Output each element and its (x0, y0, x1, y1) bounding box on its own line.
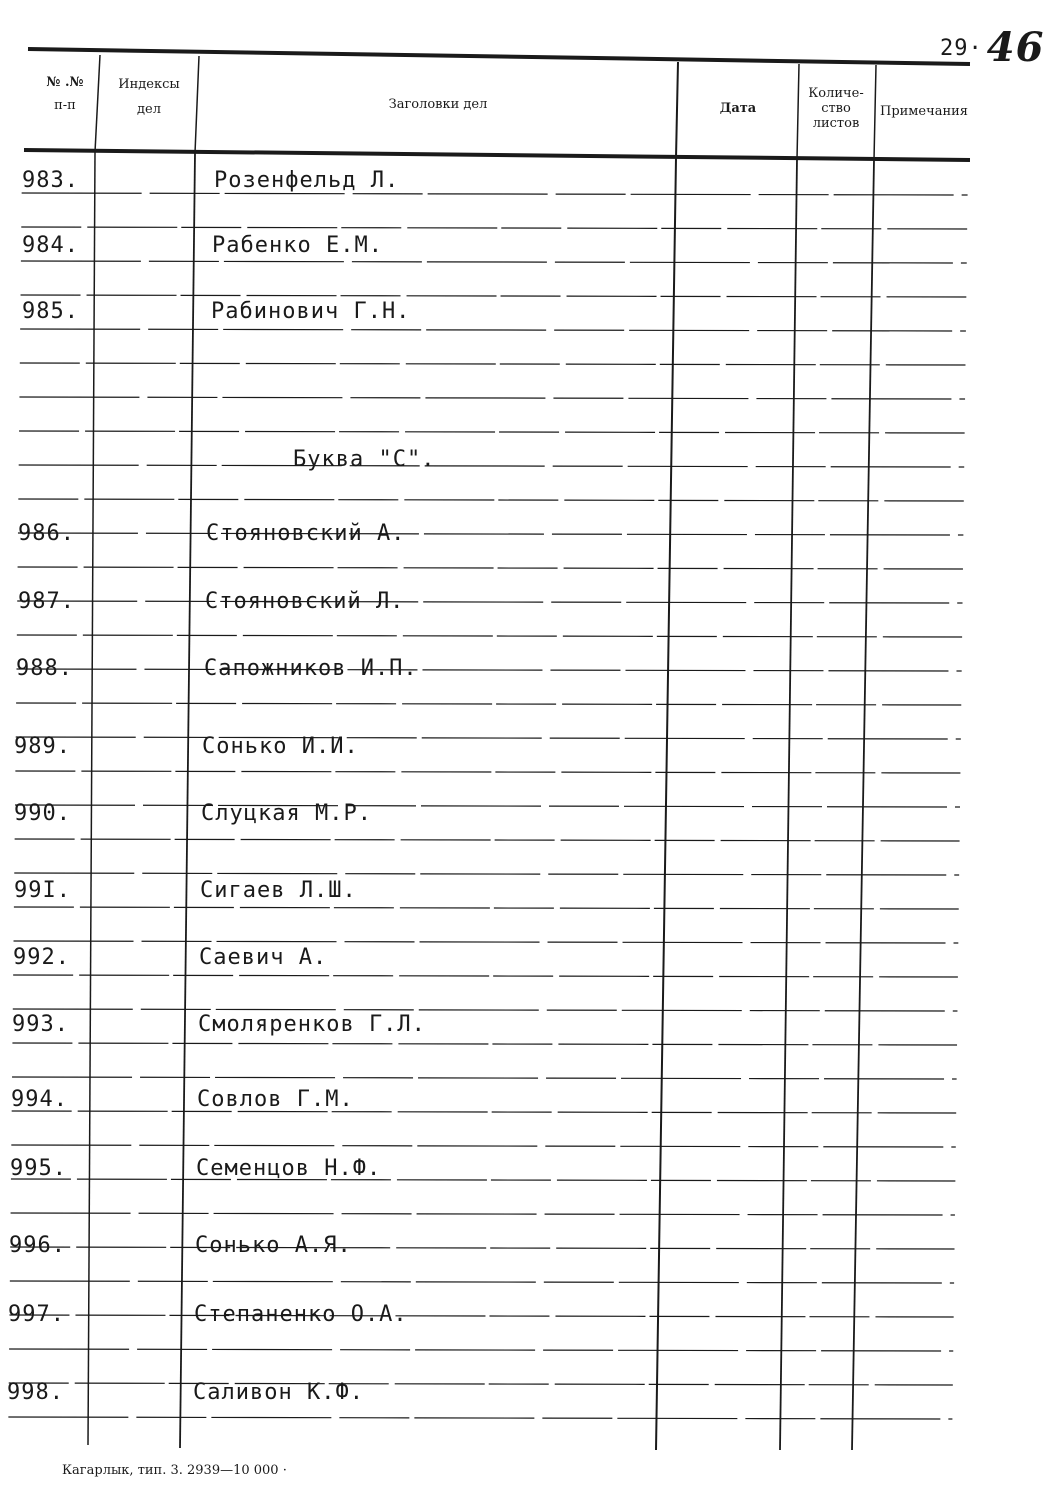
header-index (104, 76, 194, 118)
row-title: Сонько А.Я. (195, 1233, 352, 1258)
row-number: 998. (7, 1380, 64, 1405)
page-number-printed: 29 (940, 36, 969, 61)
row-title: Рабинович Г.Н. (211, 299, 411, 324)
header-num-line1: № .№ (46, 75, 84, 90)
header-index-line1: Индексы (118, 77, 180, 92)
row-title: Розенфельд Л. (214, 168, 400, 193)
row-number: 997. (8, 1302, 65, 1327)
row-number: 996. (9, 1233, 66, 1258)
row-number: 983. (22, 168, 79, 193)
row-number: 984. (22, 233, 79, 258)
row-title: Сонько И.И. (202, 734, 359, 759)
row-title: Сапожников И.П. (204, 656, 418, 681)
page-number-handwritten: 46 (986, 24, 1044, 71)
page-number-dot: · (968, 36, 983, 61)
row-title: Стояновский А. (206, 521, 406, 546)
row-number: 992. (13, 945, 70, 970)
row-title: Буква "С". (293, 447, 436, 472)
header-date: Дата (719, 101, 757, 116)
row-title: Степаненко О.А. (194, 1302, 408, 1327)
row-title: Семенцов Н.Ф. (196, 1156, 382, 1181)
row-number: 986. (18, 521, 75, 546)
row-number: 990. (14, 801, 71, 826)
header-count-line2: ство (821, 101, 851, 116)
row-number: 987. (18, 589, 75, 614)
row-number: 989. (14, 734, 71, 759)
header-count (798, 86, 874, 131)
row-number: 99I. (14, 878, 71, 903)
row-number: 985. (22, 299, 79, 324)
header-title: Заголовки дел (388, 97, 488, 112)
header-num (30, 74, 100, 114)
header-num-line2: п-п (54, 98, 76, 113)
row-title: Саливон К.Ф. (193, 1380, 364, 1405)
row-title: Стояновский Л. (205, 589, 405, 614)
row-title: Совлов Г.М. (197, 1087, 354, 1112)
header-notes: Примечания (879, 104, 968, 119)
row-title: Рабенко Е.М. (212, 233, 383, 258)
row-title: Сигаев Л.Ш. (200, 878, 357, 903)
row-number: 994. (11, 1087, 68, 1112)
row-title: Слуцкая М.Р. (201, 801, 372, 826)
header-count-line3: листов (812, 116, 860, 131)
row-title: Саевич А. (199, 945, 328, 970)
row-title: Смоляренков Г.Л. (198, 1012, 426, 1037)
row-number: 988. (16, 656, 73, 681)
header-index-line2: дел (137, 102, 161, 117)
footer-imprint: Кагарлык, тип. 3. 2939—10 000 · (62, 1463, 287, 1478)
row-number: 993. (12, 1012, 69, 1037)
row-number: 995. (10, 1156, 67, 1181)
header-count-line1: Количе- (808, 86, 864, 101)
